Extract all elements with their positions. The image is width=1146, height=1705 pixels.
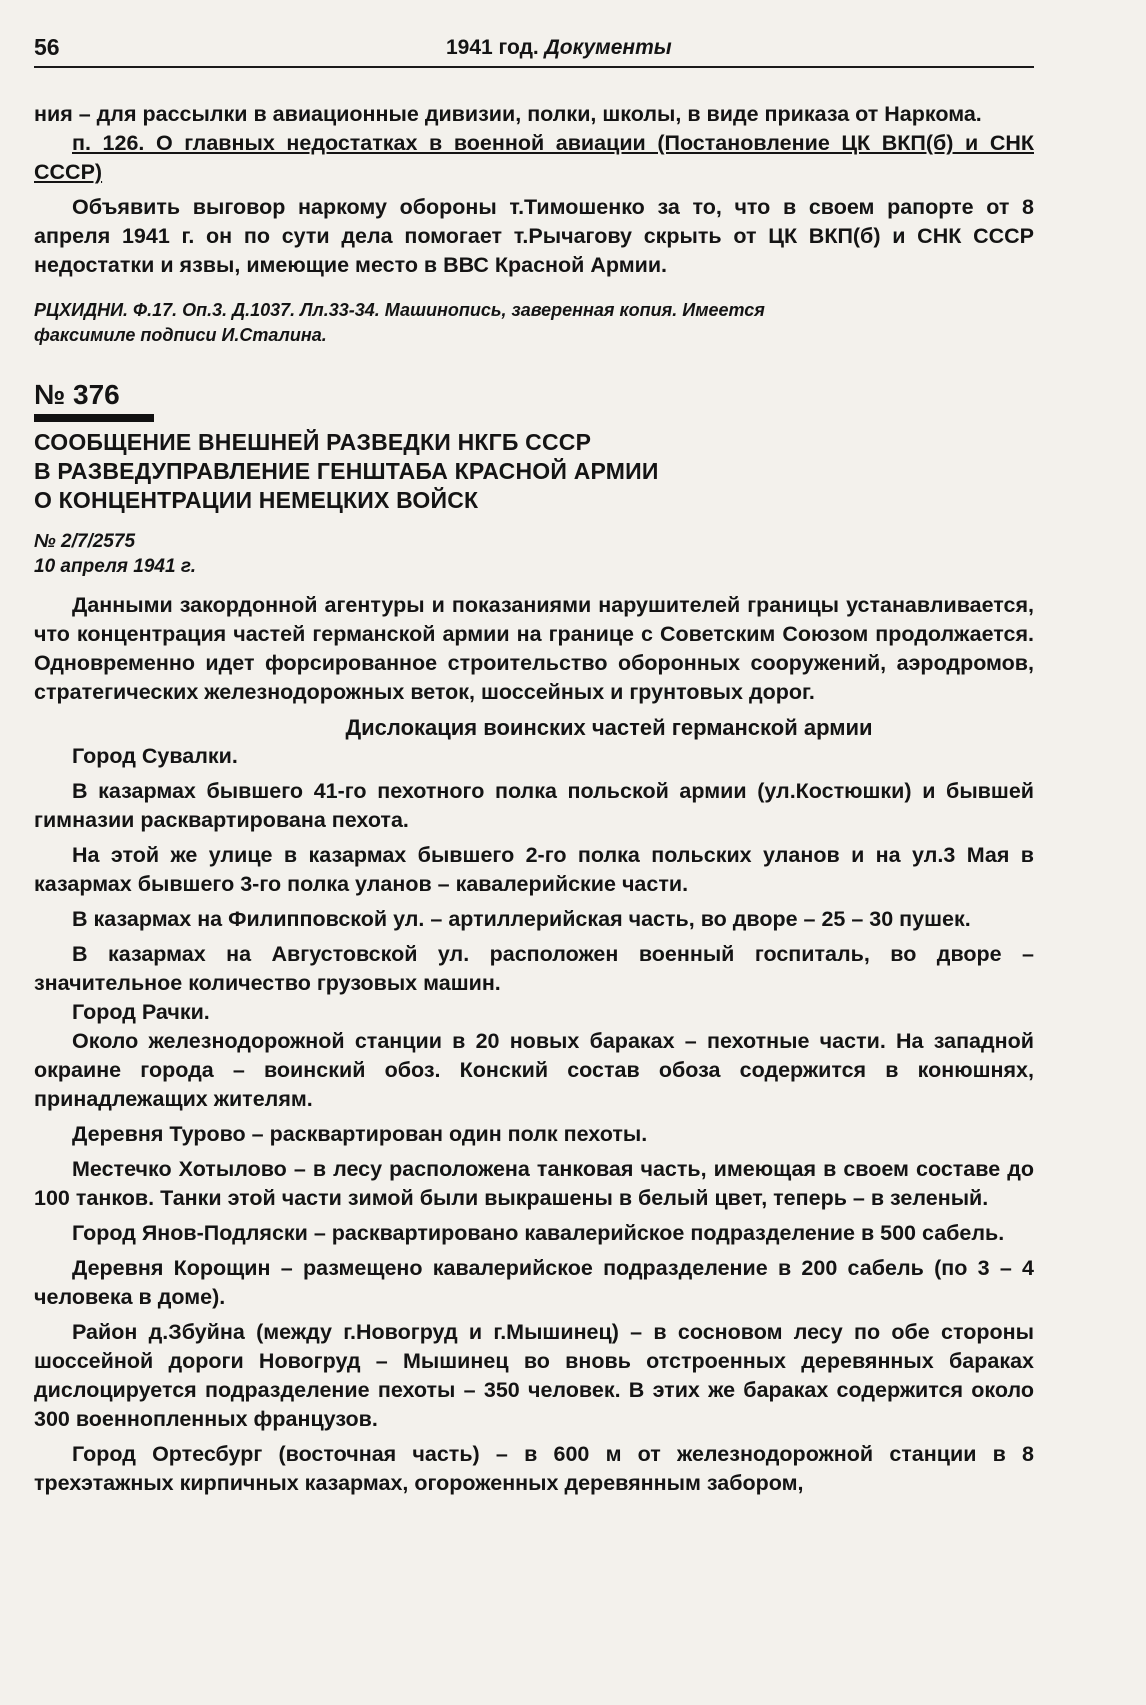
body-paragraph: Деревня Турово – расквартирован один полк пехоты. [72,1122,648,1146]
document-title [34,428,1034,515]
body-paragraph: Город Янов-Подляски – расквартировано кавалерийское подразделение в 500 сабель. [72,1221,1005,1245]
body-paragraph: Район д.Збуйна (между г.Новогруд и г.Мышинец) – в сосновом лесу по обе стороны шоссейной дороги Новогруд – Мышинец во вновь отстроенных деревянных бараках дислоцируется подразделение пехоты – 350 человек. В этих же бараках содержится около 300 военнопленных французов. [34,1320,1034,1431]
body-paragraph: На этой же улице в казармах бывшего 2-го полка польских уланов и на ул.3 Мая в казармах бывшего 3-го полка уланов – кавалерийские части. [34,843,1034,896]
document-number-bar [34,414,154,422]
document-title-line: СООБЩЕНИЕ ВНЕШНЕЙ РАЗВЕДКИ НКГБ СССР [34,429,592,455]
document-title-line: В РАЗВЕДУПРАВЛЕНИЕ ГЕНШТАБА КРАСНОЙ АРМИИ [34,458,659,484]
body-paragraph: Около железнодорожной станции в 20 новых бараках – пехотные части. На западной окраине города – воинский обоз. Конский состав обоза содержится в конюшнях, принадлежащих жителям. [34,1029,1034,1111]
lead-paragraph: Данными закордонной агентуры и показаниями нарушителей границы устанавливается, что концентрация частей германской армии на границе с Советским Союзом продолжается. Одновременно идет форсированное строительство оборонных сооружений, аэродромов, стратегических железнодорожных веток, шоссейных и грунтовых дорог. [34,593,1034,704]
archive-source [34,298,1034,348]
running-title [446,36,672,60]
reference-number: № 2/7/2575 [34,531,136,552]
body-paragraph: В казармах на Августовской ул. расположен военный госпиталь, во дворе – значительное количество грузовых машин. [34,942,1034,995]
intro-paragraph: ния – для рассылки в авиационные дивизии, полки, школы, в виде приказа от Наркома. [34,102,982,126]
running-title-collection: Документы [544,36,672,59]
document-reference [34,529,1034,579]
archive-source-line: факсимиле подписи И.Сталина. [34,325,327,345]
body-paragraph: Город Ортесбург (восточная часть) – в 600 м от железнодорожной станции в 8 трехэтажных кирпичных казармах, огороженных деревянным забором, [34,1442,1034,1495]
body-paragraph: Деревня Корощин – размещено кавалерийское подразделение в 200 сабель (по 3 – 4 человека в доме). [34,1256,1034,1309]
section-title: Дислокация воинских частей германской армии [345,715,873,740]
body-paragraph: Местечко Хотылово – в лесу расположена танковая часть, имеющая в своем составе до 100 танков. Танки этой части зимой были выкрашены в белый цвет, теперь – в зеленый. [34,1157,1034,1210]
running-header [34,30,1034,68]
document-number-block [34,378,1034,422]
running-title-year: 1941 год. [446,36,539,59]
page-content [34,100,1034,1498]
resolution-heading: п. 126. О главных недостатках в военной авиации (Постановление ЦК ВКП(б) и СНК СССР) [34,131,1034,184]
intro-paragraph: Объявить выговор наркому обороны т.Тимошенко за то, что в своем рапорте от 8 апреля 1941 г. он по сути дела помогает т.Рычагову скрыть от ЦК ВКП(б) и СНК СССР недостатки и язвы, имеющие место в ВВС Красной Армии. [34,195,1034,277]
body-paragraph: В казармах на Филипповской ул. – артиллерийская часть, во дворе – 25 – 30 пушек. [72,907,971,931]
document-date: 10 апреля 1941 г. [34,556,196,577]
document-number: № 376 [34,379,120,410]
body-paragraph: Город Рачки. [72,1000,210,1024]
body-paragraph: В казармах бывшего 41-го пехотного полка польской армии (ул.Костюшки) и бывшей гимназии расквартирована пехота. [34,779,1034,832]
body-paragraph: Город Сувалки. [72,744,238,768]
archive-source-line: РЦХИДНИ. Ф.17. Оп.3. Д.1037. Лл.33-34. Машинопись, заверенная копия. Имеется [34,300,765,320]
document-title-line: О КОНЦЕНТРАЦИИ НЕМЕЦКИХ ВОЙСК [34,487,479,513]
page-number: 56 [34,34,60,60]
